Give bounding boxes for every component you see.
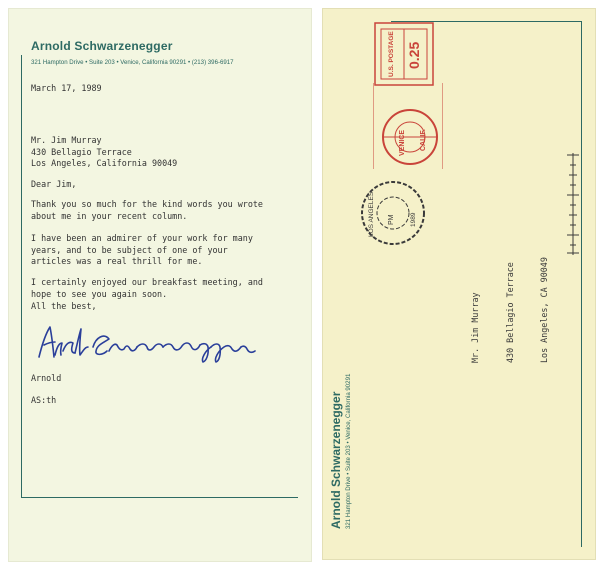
- envelope-return-address: [329, 374, 352, 529]
- envelope-recipient: [447, 257, 574, 363]
- postmark-time: PM: [388, 214, 395, 225]
- envelope-return-name: Arnold Schwarzenegger: [329, 391, 343, 529]
- body-line: about me in your recent column.: [31, 210, 188, 221]
- closing: All the best,: [31, 301, 97, 311]
- postmark-year: 1989: [410, 212, 417, 227]
- body-line: hope to see you again soon.: [31, 288, 168, 299]
- meter-stamp: [373, 21, 443, 175]
- salutation: Dear Jim,: [31, 179, 77, 189]
- body-line: articles was a real thrill for me.: [31, 256, 203, 266]
- envelope-return-street: 321 Hampton Drive • Suite 203 • Venice, California 90291: [345, 373, 352, 529]
- letter-date: March 17, 1989: [31, 83, 102, 93]
- envelope-recipient-line: Los Angeles, CA 90049: [539, 257, 549, 363]
- initials: AS:th: [31, 395, 57, 405]
- cancel-state: CALIF.: [420, 129, 427, 151]
- envelope-recipient-line: Mr. Jim Murray: [470, 292, 480, 363]
- signed-name: Arnold: [31, 373, 62, 383]
- body-line: Thank you so much for the kind words you wrote: [31, 199, 263, 209]
- letterhead-address: 321 Hampton Drive • Suite 203 • Venice, California 90291 • (213) 396-6917: [31, 59, 234, 66]
- recipient-line: 430 Bellagio Terrace: [31, 146, 132, 157]
- body-line: I have been an admirer of your work for many: [31, 233, 253, 243]
- letterhead-name: Arnold Schwarzenegger: [31, 39, 173, 53]
- postmark-city: LOS ANGELES: [368, 191, 375, 237]
- envelope: [322, 8, 596, 560]
- postmark: [353, 173, 433, 257]
- scale-ruler: [563, 149, 583, 263]
- envelope-recipient-line: 430 Bellagio Terrace: [504, 262, 515, 363]
- body-line: years, and to be subject of one of your: [31, 244, 228, 255]
- recipient-line: Los Angeles, California 90049: [31, 158, 178, 168]
- letter-page: [8, 8, 312, 562]
- meter-country: U.S. POSTAGE: [388, 31, 395, 77]
- cancel-city: VENICE: [399, 129, 406, 156]
- signature: [33, 323, 278, 367]
- body-line: I certainly enjoyed our breakfast meeting, and: [31, 277, 263, 287]
- meter-amount: 0.25: [406, 41, 422, 69]
- recipient-line: Mr. Jim Murray: [31, 135, 102, 145]
